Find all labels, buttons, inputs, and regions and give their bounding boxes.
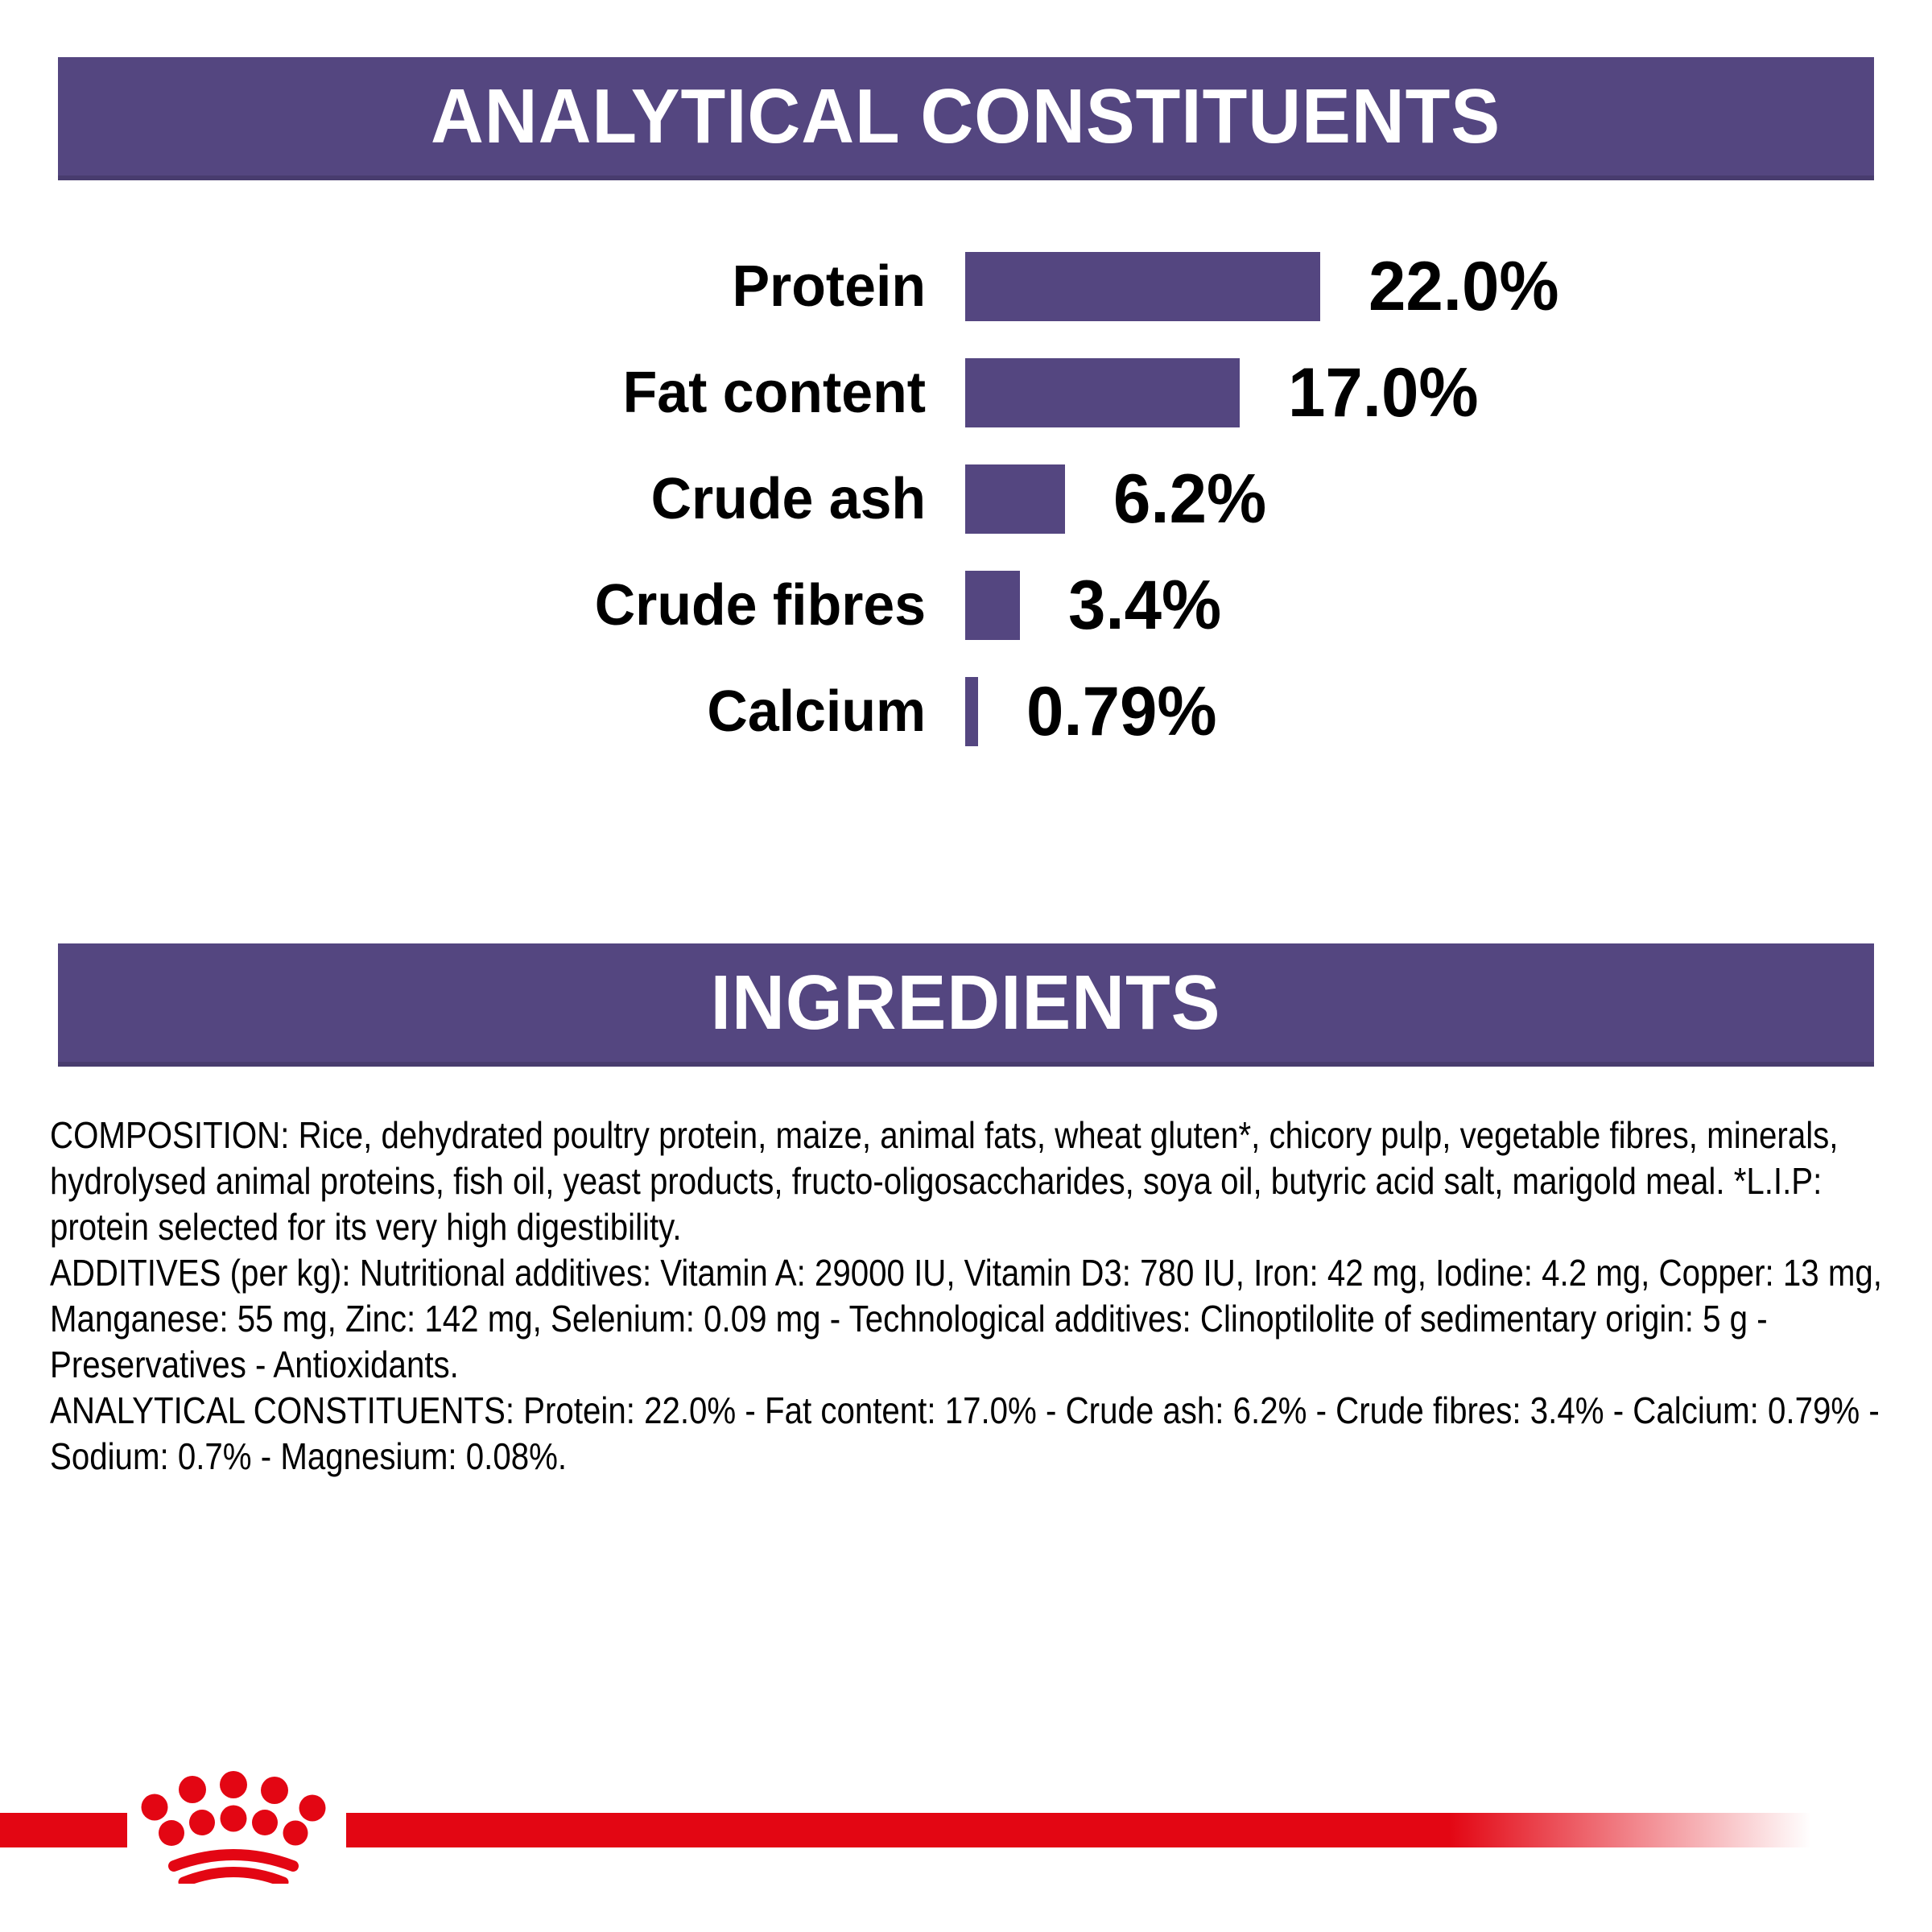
bar-row-crude-fibres <box>0 567 1932 644</box>
analytical-constituents-title: ANALYTICAL CONSTITUENTS <box>431 72 1501 159</box>
bar-value-label: 17.0% <box>1288 354 1479 431</box>
bar-value-label: 6.2% <box>1113 460 1267 538</box>
bar-category-label: Calcium <box>707 679 926 744</box>
bar-value-label: 22.0% <box>1368 248 1559 325</box>
additives-paragraph: ADDITIVES (per kg): Nutritional additives: Vitamin A: 29000 IU, Vitamin D3: 780 IU, Iron: 42 mg, Iodine: 4.2 mg, Copper: 13 mg, Manganese: 55 mg, Zinc: 142 mg, Selenium: 0.09 mg - Technological additives: Clinoptilolite of sedimentary origin: 5 g - Preservatives - Antioxidants. <box>50 1252 1882 1385</box>
analytical-constituents-bar-chart <box>0 0 1932 805</box>
bar-row-crude-ash <box>0 460 1932 538</box>
bar-row-calcium <box>0 673 1932 750</box>
bar-value-label: 0.79% <box>1026 673 1217 750</box>
ingredients-banner <box>58 943 1874 1067</box>
bar-value-label: 3.4% <box>1068 567 1222 644</box>
bar-rect <box>965 252 1320 321</box>
ingredients-text-block <box>50 1113 1896 1480</box>
bar-category-label: Fat content <box>622 361 926 425</box>
bar-rect <box>965 358 1240 427</box>
bar-row-fat-content <box>0 354 1932 431</box>
bar-category-label: Crude ash <box>650 467 926 531</box>
crown-crescents <box>174 1855 293 1882</box>
ingredients-title: INGREDIENTS <box>711 959 1221 1046</box>
analytical-constituents-paragraph: ANALYTICAL CONSTITUENTS: Protein: 22.0% - Fat content: 17.0% - Crude ash: 6.2% - Crude fibres: 3.4% - Calcium: 0.79% - Sodium: 0.7% - Magnesium: 0.08%. <box>50 1389 1880 1477</box>
crown-dots <box>142 1771 326 1846</box>
bar-rect <box>965 464 1065 534</box>
bar-category-label: Crude fibres <box>594 573 926 638</box>
bar-row-protein <box>0 248 1932 325</box>
bar-rect <box>965 677 978 746</box>
composition-paragraph: COMPOSITION: Rice, dehydrated poultry protein, maize, animal fats, wheat gluten*, chicory pulp, vegetable fibres, minerals, hydrolysed animal proteins, fish oil, yeast products, fructo-oligosaccharides, soya oil, butyric acid salt, marigold meal. *L.I.P: protein selected for its very high digestibility. <box>50 1114 1839 1248</box>
bar-category-label: Protein <box>732 254 926 319</box>
bar-rect <box>965 571 1020 640</box>
royal-canin-crown-logo <box>121 1755 346 1884</box>
